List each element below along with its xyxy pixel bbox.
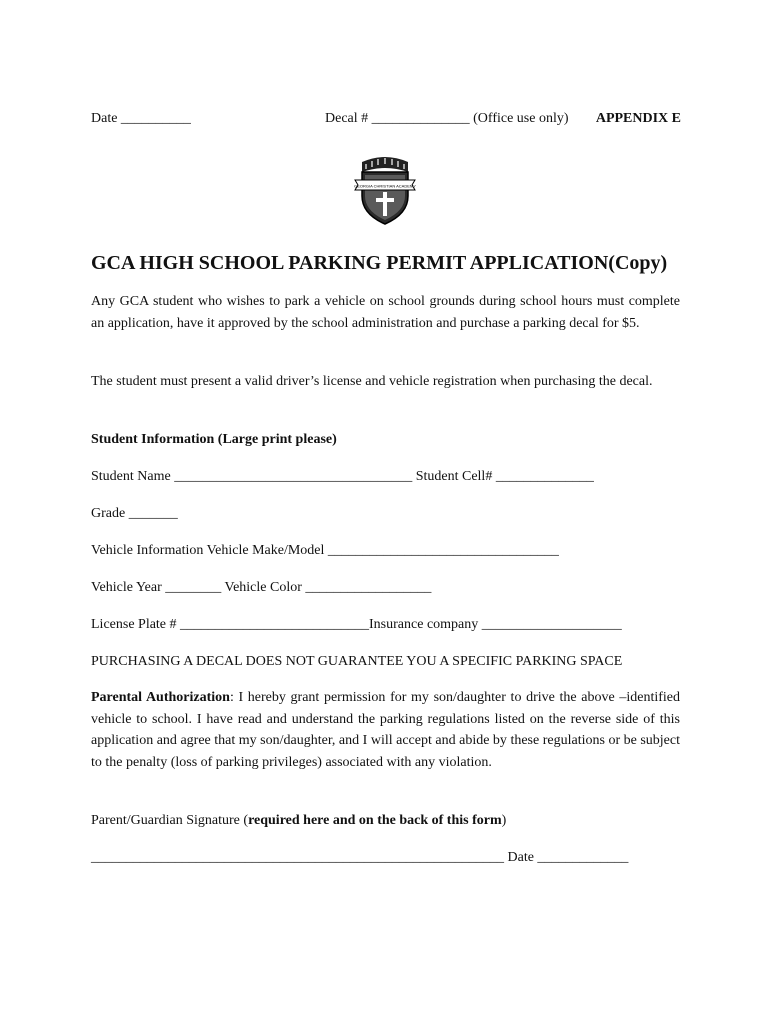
signature-label-start: Parent/Guardian Signature ( [91,813,249,828]
appendix-label: APPENDIX E [595,111,681,126]
school-crest-icon [354,152,416,226]
student-info-heading: Student Information (Large print please) [91,432,337,447]
parental-text: : I hereby grant permission for my son/daughter to drive the above –identified vehicle to school. I have read and understand the parking regulations listed on the reverse side of this application and agree that my son/daughter, and I will accept and abide by these regulations or be subject to the penalty (loss of parking privileges) associated with any violation. [91,690,680,770]
decal-notice: PURCHASING A DECAL DOES NOT GUARANTEE YOU A SPECIFIC PARKING SPACE [91,654,623,669]
signature-date-field[interactable]: ___________________________________________________________ Date _____________ [91,850,629,865]
vehicle-make-field[interactable]: Vehicle Information Vehicle Make/Model _________________________________ [91,543,559,558]
parental-label: Parental Authorization [91,690,230,705]
signature-label [91,812,506,830]
date-field[interactable]: Date __________ [91,111,191,126]
signature-label-bold: required here and on the back of this form [248,813,502,828]
decal-field[interactable]: Decal # ______________ (Office use only) [325,111,569,126]
signature-label-end: ) [501,813,507,828]
license-paragraph: The student must present a valid driver’s license and vehicle registration when purchasing the decal. [91,374,653,389]
page-title: GCA HIGH SCHOOL PARKING PERMIT APPLICATION(Copy) [91,252,668,274]
grade-field[interactable]: Grade _______ [91,506,178,521]
intro-paragraph: Any GCA student who wishes to park a vehicle on school grounds during school hours must complete an application, have it approved by the school administration and purchase a parking decal for $5. [91,294,680,331]
parental-authorization [91,687,680,773]
crest-text: GEORGIA CHRISTIAN ACADEMY [354,183,416,189]
student-name-field[interactable]: Student Name __________________________________ Student Cell# ______________ [91,469,594,484]
license-insurance-field[interactable]: License Plate # ___________________________Insurance company ____________________ [91,617,622,632]
vehicle-year-color-field[interactable]: Vehicle Year ________ Vehicle Color __________________ [91,580,432,595]
